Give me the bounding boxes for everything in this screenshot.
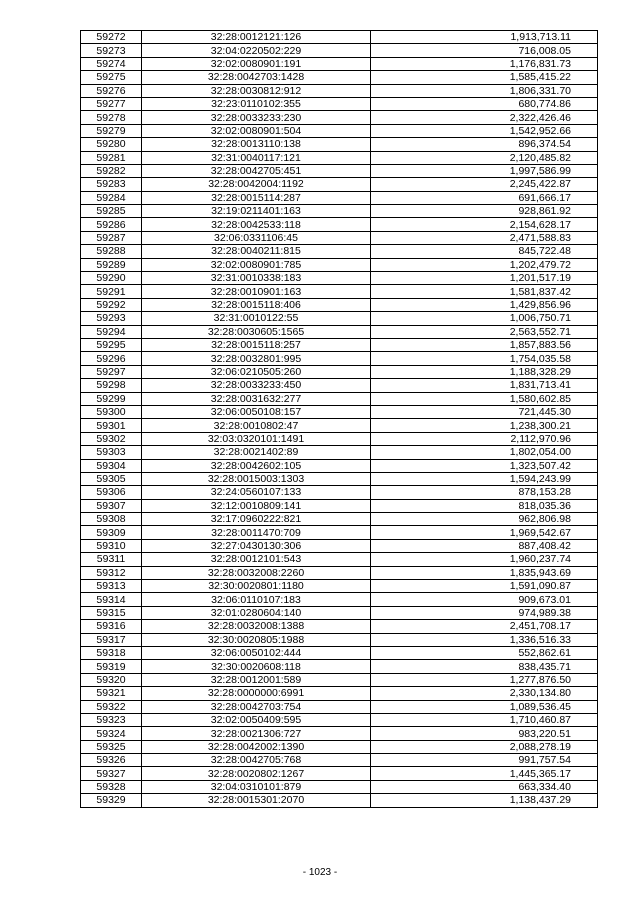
row-number-cell: 59301	[81, 419, 142, 432]
cadastral-number-cell: 32:28:0032008:1388	[142, 620, 371, 633]
row-number-cell: 59302	[81, 432, 142, 445]
amount-cell: 1,581,837.42	[371, 285, 598, 298]
table-row	[81, 31, 598, 44]
table-row	[81, 205, 598, 218]
cadastral-number-cell: 32:28:0040211:815	[142, 245, 371, 258]
data-table	[80, 30, 598, 808]
amount-cell: 2,471,588.83	[371, 231, 598, 244]
table-row	[81, 566, 598, 579]
amount-cell: 1,857,883.56	[371, 338, 598, 351]
row-number-cell: 59328	[81, 780, 142, 793]
row-number-cell: 59293	[81, 312, 142, 325]
cadastral-number-cell: 32:30:0020805:1988	[142, 633, 371, 646]
cadastral-number-cell: 32:28:0015114:287	[142, 191, 371, 204]
table-row	[81, 633, 598, 646]
table-row	[81, 285, 598, 298]
amount-cell: 552,862.61	[371, 646, 598, 659]
table-row	[81, 258, 598, 271]
cadastral-number-cell: 32:28:0031632:277	[142, 392, 371, 405]
amount-cell: 2,154,628.17	[371, 218, 598, 231]
amount-cell: 2,088,278.19	[371, 740, 598, 753]
cadastral-number-cell: 32:28:0042533:118	[142, 218, 371, 231]
amount-cell: 1,960,237.74	[371, 553, 598, 566]
cadastral-number-cell: 32:28:0011470:709	[142, 526, 371, 539]
table-row	[81, 178, 598, 191]
row-number-cell: 59283	[81, 178, 142, 191]
table-row	[81, 272, 598, 285]
amount-cell: 2,563,552.71	[371, 325, 598, 338]
row-number-cell: 59288	[81, 245, 142, 258]
cadastral-number-cell: 32:28:0021306:727	[142, 727, 371, 740]
row-number-cell: 59322	[81, 700, 142, 713]
table-row	[81, 432, 598, 445]
cadastral-number-cell: 32:03:0320101:1491	[142, 432, 371, 445]
cadastral-number-cell: 32:30:0020801:1180	[142, 580, 371, 593]
row-number-cell: 59291	[81, 285, 142, 298]
amount-cell: 2,451,708.17	[371, 620, 598, 633]
table-row	[81, 553, 598, 566]
amount-cell: 1,277,876.50	[371, 673, 598, 686]
row-number-cell: 59323	[81, 713, 142, 726]
cadastral-number-cell: 32:28:0032008:2260	[142, 566, 371, 579]
amount-cell: 1,591,090.87	[371, 580, 598, 593]
cadastral-number-cell: 32:06:0050108:157	[142, 405, 371, 418]
amount-cell: 1,831,713.41	[371, 379, 598, 392]
cadastral-number-cell: 32:28:0042705:451	[142, 164, 371, 177]
cadastral-number-cell: 32:28:0042703:754	[142, 700, 371, 713]
amount-cell: 838,435.71	[371, 660, 598, 673]
amount-cell: 845,722.48	[371, 245, 598, 258]
table-row	[81, 459, 598, 472]
table-row	[81, 231, 598, 244]
row-number-cell: 59274	[81, 57, 142, 70]
table-row	[81, 700, 598, 713]
row-number-cell: 59292	[81, 298, 142, 311]
cadastral-number-cell: 32:28:0015118:257	[142, 338, 371, 351]
cadastral-number-cell: 32:28:0012121:126	[142, 31, 371, 44]
table-row	[81, 84, 598, 97]
row-number-cell: 59287	[81, 231, 142, 244]
table-row	[81, 338, 598, 351]
row-number-cell: 59300	[81, 405, 142, 418]
amount-cell: 1,201,517.19	[371, 272, 598, 285]
amount-cell: 1,594,243.99	[371, 472, 598, 485]
table-row	[81, 593, 598, 606]
table-row	[81, 312, 598, 325]
row-number-cell: 59314	[81, 593, 142, 606]
row-number-cell: 59295	[81, 338, 142, 351]
row-number-cell: 59279	[81, 124, 142, 137]
cadastral-number-cell: 32:28:0042602:105	[142, 459, 371, 472]
amount-cell: 962,806.98	[371, 513, 598, 526]
table-row	[81, 57, 598, 70]
amount-cell: 2,245,422.87	[371, 178, 598, 191]
cadastral-number-cell: 32:28:0015003:1303	[142, 472, 371, 485]
table-row	[81, 111, 598, 124]
cadastral-number-cell: 32:28:0012101:543	[142, 553, 371, 566]
amount-cell: 928,861.92	[371, 205, 598, 218]
table-row	[81, 539, 598, 552]
row-number-cell: 59294	[81, 325, 142, 338]
table-row	[81, 687, 598, 700]
table-row	[81, 365, 598, 378]
amount-cell: 680,774.86	[371, 97, 598, 110]
table-row	[81, 740, 598, 753]
cadastral-number-cell: 32:12:0010809:141	[142, 499, 371, 512]
amount-cell: 1,580,602.85	[371, 392, 598, 405]
amount-cell: 1,323,507.42	[371, 459, 598, 472]
row-number-cell: 59310	[81, 539, 142, 552]
row-number-cell: 59318	[81, 646, 142, 659]
table-row	[81, 646, 598, 659]
table-row	[81, 298, 598, 311]
cadastral-number-cell: 32:28:0010802:47	[142, 419, 371, 432]
row-number-cell: 59280	[81, 138, 142, 151]
table-row	[81, 379, 598, 392]
table-row	[81, 71, 598, 84]
amount-cell: 1,429,856.96	[371, 298, 598, 311]
table-row	[81, 164, 598, 177]
table-row	[81, 472, 598, 485]
table-row	[81, 419, 598, 432]
amount-cell: 1,806,331.70	[371, 84, 598, 97]
table-row	[81, 325, 598, 338]
table-row	[81, 754, 598, 767]
cadastral-number-cell: 32:28:0042705:768	[142, 754, 371, 767]
amount-cell: 887,408.42	[371, 539, 598, 552]
amount-cell: 1,913,713.11	[371, 31, 598, 44]
cadastral-number-cell: 32:28:0032801:995	[142, 352, 371, 365]
table-row	[81, 499, 598, 512]
row-number-cell: 59275	[81, 71, 142, 84]
row-number-cell: 59282	[81, 164, 142, 177]
table-row	[81, 660, 598, 673]
table-row	[81, 673, 598, 686]
cadastral-number-cell: 32:06:0331106:45	[142, 231, 371, 244]
row-number-cell: 59309	[81, 526, 142, 539]
row-number-cell: 59286	[81, 218, 142, 231]
amount-cell: 1,754,035.58	[371, 352, 598, 365]
cadastral-number-cell: 32:04:0310101:879	[142, 780, 371, 793]
cadastral-number-cell: 32:28:0030812:912	[142, 84, 371, 97]
page-number: - 1023 -	[302, 867, 338, 878]
amount-cell: 663,334.40	[371, 780, 598, 793]
amount-cell: 878,153.28	[371, 486, 598, 499]
table-row	[81, 352, 598, 365]
row-number-cell: 59326	[81, 754, 142, 767]
row-number-cell: 59324	[81, 727, 142, 740]
cadastral-number-cell: 32:28:0033233:450	[142, 379, 371, 392]
cadastral-number-cell: 32:28:0015301:2070	[142, 794, 371, 807]
row-number-cell: 59290	[81, 272, 142, 285]
table-row	[81, 767, 598, 780]
cadastral-number-cell: 32:01:0280604:140	[142, 606, 371, 619]
row-number-cell: 59305	[81, 472, 142, 485]
cadastral-number-cell: 32:28:0042703:1428	[142, 71, 371, 84]
amount-cell: 1,336,516.33	[371, 633, 598, 646]
cadastral-number-cell: 32:28:0012001:589	[142, 673, 371, 686]
amount-cell: 1,802,054.00	[371, 446, 598, 459]
amount-cell: 2,322,426.46	[371, 111, 598, 124]
row-number-cell: 59306	[81, 486, 142, 499]
amount-cell: 1,188,328.29	[371, 365, 598, 378]
cadastral-number-cell: 32:24:0560107:133	[142, 486, 371, 499]
amount-cell: 1,202,479.72	[371, 258, 598, 271]
amount-cell: 896,374.54	[371, 138, 598, 151]
row-number-cell: 59276	[81, 84, 142, 97]
amount-cell: 1,542,952.66	[371, 124, 598, 137]
amount-cell: 1,835,943.69	[371, 566, 598, 579]
amount-cell: 2,112,970.96	[371, 432, 598, 445]
amount-cell: 909,673.01	[371, 593, 598, 606]
row-number-cell: 59297	[81, 365, 142, 378]
row-number-cell: 59281	[81, 151, 142, 164]
table-row	[81, 218, 598, 231]
row-number-cell: 59320	[81, 673, 142, 686]
table-row	[81, 526, 598, 539]
amount-cell: 991,757.54	[371, 754, 598, 767]
cadastral-number-cell: 32:02:0080901:785	[142, 258, 371, 271]
amount-cell: 1,238,300.21	[371, 419, 598, 432]
table-row	[81, 97, 598, 110]
table-body	[81, 31, 598, 808]
cadastral-number-cell: 32:06:0210505:260	[142, 365, 371, 378]
cadastral-number-cell: 32:28:0000000:6991	[142, 687, 371, 700]
cadastral-number-cell: 32:17:0960222:821	[142, 513, 371, 526]
cadastral-number-cell: 32:23:0110102:355	[142, 97, 371, 110]
amount-cell: 1,138,437.29	[371, 794, 598, 807]
cadastral-number-cell: 32:28:0010901:163	[142, 285, 371, 298]
row-number-cell: 59312	[81, 566, 142, 579]
table-row	[81, 794, 598, 807]
row-number-cell: 59311	[81, 553, 142, 566]
row-number-cell: 59327	[81, 767, 142, 780]
table-row	[81, 713, 598, 726]
amount-cell: 2,120,485.82	[371, 151, 598, 164]
row-number-cell: 59277	[81, 97, 142, 110]
row-number-cell: 59313	[81, 580, 142, 593]
cadastral-number-cell: 32:31:0040117:121	[142, 151, 371, 164]
cadastral-number-cell: 32:06:0050102:444	[142, 646, 371, 659]
cadastral-number-cell: 32:28:0020802:1267	[142, 767, 371, 780]
row-number-cell: 59315	[81, 606, 142, 619]
table-row	[81, 151, 598, 164]
amount-cell: 818,035.36	[371, 499, 598, 512]
table-row	[81, 44, 598, 57]
amount-cell: 974,989.38	[371, 606, 598, 619]
cadastral-number-cell: 32:28:0021402:89	[142, 446, 371, 459]
amount-cell: 1,089,536.45	[371, 700, 598, 713]
row-number-cell: 59321	[81, 687, 142, 700]
row-number-cell: 59284	[81, 191, 142, 204]
row-number-cell: 59319	[81, 660, 142, 673]
row-number-cell: 59316	[81, 620, 142, 633]
row-number-cell: 59308	[81, 513, 142, 526]
row-number-cell: 59299	[81, 392, 142, 405]
amount-cell: 1,969,542.67	[371, 526, 598, 539]
row-number-cell: 59278	[81, 111, 142, 124]
row-number-cell: 59273	[81, 44, 142, 57]
table-row	[81, 727, 598, 740]
table-row	[81, 780, 598, 793]
row-number-cell: 59329	[81, 794, 142, 807]
table-row	[81, 191, 598, 204]
cadastral-number-cell: 32:28:0015118:406	[142, 298, 371, 311]
cadastral-number-cell: 32:19:0211401:163	[142, 205, 371, 218]
amount-cell: 983,220.51	[371, 727, 598, 740]
row-number-cell: 59317	[81, 633, 142, 646]
row-number-cell: 59304	[81, 459, 142, 472]
table-row	[81, 606, 598, 619]
table-row	[81, 486, 598, 499]
amount-cell: 2,330,134.80	[371, 687, 598, 700]
cadastral-number-cell: 32:28:0013110:138	[142, 138, 371, 151]
cadastral-number-cell: 32:27:0430130:306	[142, 539, 371, 552]
table-row	[81, 580, 598, 593]
amount-cell: 716,008.05	[371, 44, 598, 57]
cadastral-number-cell: 32:31:0010122:55	[142, 312, 371, 325]
cadastral-number-cell: 32:06:0110107:183	[142, 593, 371, 606]
table-row	[81, 446, 598, 459]
table-row	[81, 405, 598, 418]
row-number-cell: 59289	[81, 258, 142, 271]
cadastral-number-cell: 32:28:0033233:230	[142, 111, 371, 124]
row-number-cell: 59296	[81, 352, 142, 365]
row-number-cell: 59325	[81, 740, 142, 753]
amount-cell: 1,445,365.17	[371, 767, 598, 780]
table-row	[81, 513, 598, 526]
table-row	[81, 245, 598, 258]
amount-cell: 1,585,415.22	[371, 71, 598, 84]
cadastral-number-cell: 32:02:0080901:504	[142, 124, 371, 137]
table-row	[81, 138, 598, 151]
table-row	[81, 124, 598, 137]
row-number-cell: 59303	[81, 446, 142, 459]
cadastral-number-cell: 32:28:0042002:1390	[142, 740, 371, 753]
table-row	[81, 392, 598, 405]
cadastral-number-cell: 32:30:0020608:118	[142, 660, 371, 673]
amount-cell: 1,710,460.87	[371, 713, 598, 726]
amount-cell: 1,997,586.99	[371, 164, 598, 177]
row-number-cell: 59272	[81, 31, 142, 44]
row-number-cell: 59298	[81, 379, 142, 392]
row-number-cell: 59307	[81, 499, 142, 512]
cadastral-number-cell: 32:02:0050409:595	[142, 713, 371, 726]
amount-cell: 1,006,750.71	[371, 312, 598, 325]
cadastral-number-cell: 32:28:0030605:1565	[142, 325, 371, 338]
cadastral-number-cell: 32:04:0220502:229	[142, 44, 371, 57]
row-number-cell: 59285	[81, 205, 142, 218]
cadastral-number-cell: 32:28:0042004:1192	[142, 178, 371, 191]
amount-cell: 721,445.30	[371, 405, 598, 418]
amount-cell: 1,176,831.73	[371, 57, 598, 70]
table-row	[81, 620, 598, 633]
cadastral-number-cell: 32:31:0010338:183	[142, 272, 371, 285]
cadastral-number-cell: 32:02:0080901:191	[142, 57, 371, 70]
amount-cell: 691,666.17	[371, 191, 598, 204]
